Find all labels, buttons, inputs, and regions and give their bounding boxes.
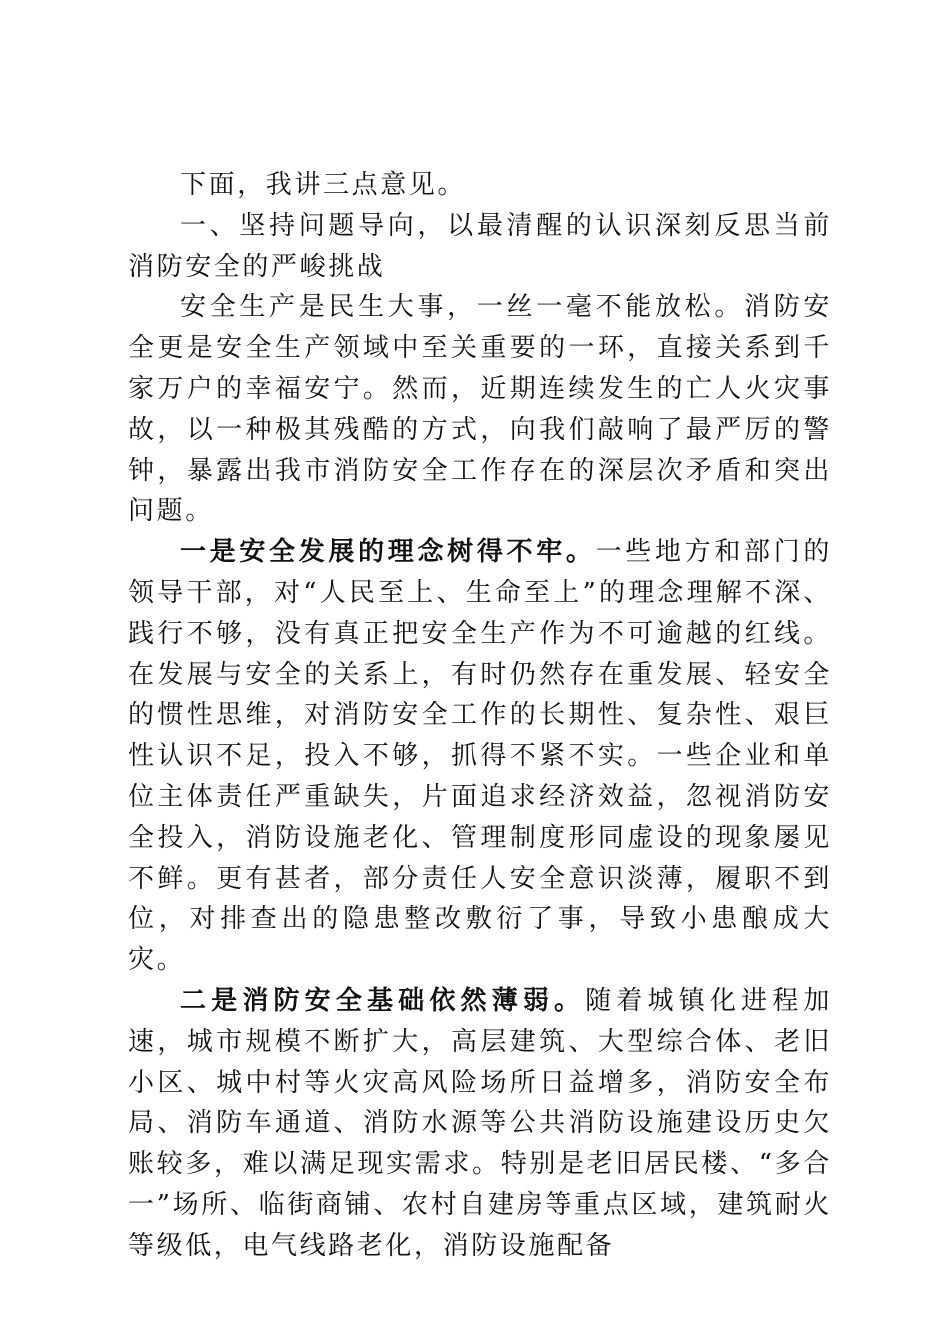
section-heading-text: 一、坚持问题导向，以最清醒的认识深刻反思当前消防安全的严峻挑战: [128, 210, 832, 282]
section-heading: [128, 206, 832, 288]
body-paragraph-2: [128, 532, 832, 981]
body-paragraph-3-lead: 二是消防安全基础依然薄弱。: [180, 985, 586, 1016]
body-paragraph-3-text: 随着城镇化进程加速，城市规模不断扩大，高层建筑、大型综合体、老旧小区、城中村等火灾高风险场所日益增多，消防安全布局、消防车通道、消防水源等公共消防设施建设历史欠账较多，难以满足现实需求。特别是老旧居民楼、“多合一”场所、临街商铺、农村自建房等重点区域，建筑耐火等级低，电气线路老化，消防设施配备: [128, 985, 832, 1261]
body-paragraph-1-text: 安全生产是民生大事，一丝一毫不能放松。消防安全更是安全生产领域中至关重要的一环，直接关系到千家万户的幸福安宁。然而，近期连续发生的亡人火灾事故，以一种极其残酷的方式，向我们敲响了最严厉的警钟，暴露出我市消防安全工作存在的深层次矛盾和突出问题。: [128, 292, 832, 527]
intro-text: 下面，我讲三点意见。: [180, 170, 467, 200]
body-paragraph-2-lead: 一是安全发展的理念树得不牢。: [180, 537, 596, 568]
body-paragraph-1: [128, 287, 832, 532]
body-paragraph-2-text: 一些地方和部门的领导干部，对“人民至上、生命至上”的理念理解不深、践行不够，没有真正把安全生产作为不可逾越的红线。在发展与安全的关系上，有时仍然存在重发展、轻安全的惯性思维，对消防安全工作的长期性、复杂性、艰巨性认识不足，投入不够，抓得不紧不实。一些企业和单位主体责任严重缺失，片面追求经济效益，忽视消防安全投入，消防设施老化、管理制度形同虚设的现象屡见不鲜。更有甚者，部分责任人安全意识淡薄，履职不到位，对排查出的隐患整改敷衍了事，导致小患酿成大灾。: [128, 537, 832, 976]
intro-paragraph: [128, 165, 832, 206]
document-body: [128, 165, 832, 1267]
body-paragraph-3: [128, 981, 832, 1267]
